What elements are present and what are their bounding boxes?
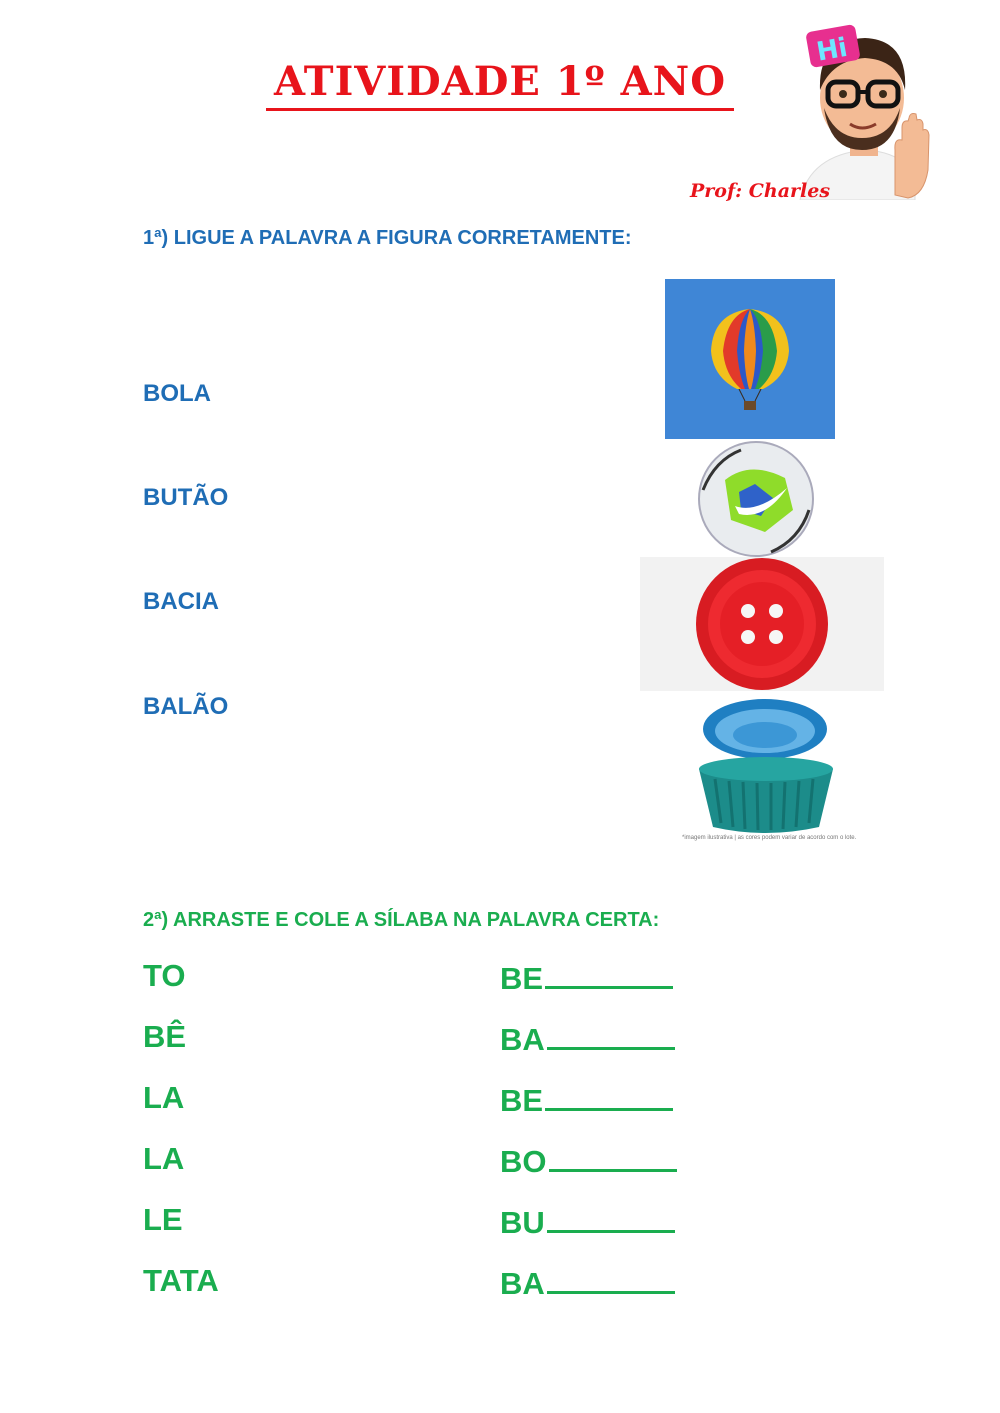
drop-zone[interactable] xyxy=(549,1141,677,1172)
word-stem: BE xyxy=(500,961,544,996)
syllable-card[interactable]: LA xyxy=(143,1141,185,1176)
word-blank[interactable] xyxy=(500,1080,673,1119)
page-title: ATIVIDADE 1º ANO xyxy=(266,58,734,111)
word-item[interactable]: BUTÃO xyxy=(143,484,229,511)
syllable-card[interactable]: LE xyxy=(143,1202,183,1237)
drop-zone[interactable] xyxy=(547,1263,675,1294)
word-blank[interactable] xyxy=(500,1019,675,1058)
syllable-card[interactable]: TO xyxy=(143,958,186,993)
hot-air-balloon-image[interactable] xyxy=(665,279,835,439)
syllable-card[interactable]: LA xyxy=(143,1080,185,1115)
word-stem: BO xyxy=(500,1144,547,1179)
drop-zone[interactable] xyxy=(545,1080,673,1111)
word-blank[interactable] xyxy=(500,1202,675,1241)
basin-image[interactable] xyxy=(695,695,841,835)
word-blank[interactable] xyxy=(500,1141,677,1180)
word-item[interactable]: BACIA xyxy=(143,588,219,615)
teacher-avatar xyxy=(790,20,940,200)
syllable-card[interactable]: TATA xyxy=(143,1263,219,1298)
word-stem: BE xyxy=(500,1083,544,1118)
word-stem: BU xyxy=(500,1205,545,1240)
question2-prompt: 2ª) ARRASTE E COLE A SÍLABA NA PALAVRA CERTA: xyxy=(143,909,660,931)
drop-zone[interactable] xyxy=(545,958,673,989)
word-blank[interactable] xyxy=(500,958,673,997)
red-button-image[interactable] xyxy=(640,557,884,691)
image-caption: *imagem ilustrativa | as cores podem variar de acordo com o lote. xyxy=(682,835,857,841)
drop-zone[interactable] xyxy=(547,1019,675,1050)
word-blank[interactable] xyxy=(500,1263,675,1302)
avatar-greeting: Hi xyxy=(814,32,850,68)
word-stem: BA xyxy=(500,1266,545,1301)
question1-prompt: 1ª) LIGUE A PALAVRA A FIGURA CORRETAMENTE: xyxy=(143,227,632,249)
syllable-card[interactable]: BÊ xyxy=(143,1019,187,1054)
word-item[interactable]: BALÃO xyxy=(143,693,229,720)
drop-zone[interactable] xyxy=(547,1202,675,1233)
soccer-ball-image[interactable] xyxy=(695,440,817,558)
word-item[interactable]: BOLA xyxy=(143,380,211,407)
word-stem: BA xyxy=(500,1022,545,1057)
teacher-name: Prof: Charles xyxy=(690,180,831,202)
